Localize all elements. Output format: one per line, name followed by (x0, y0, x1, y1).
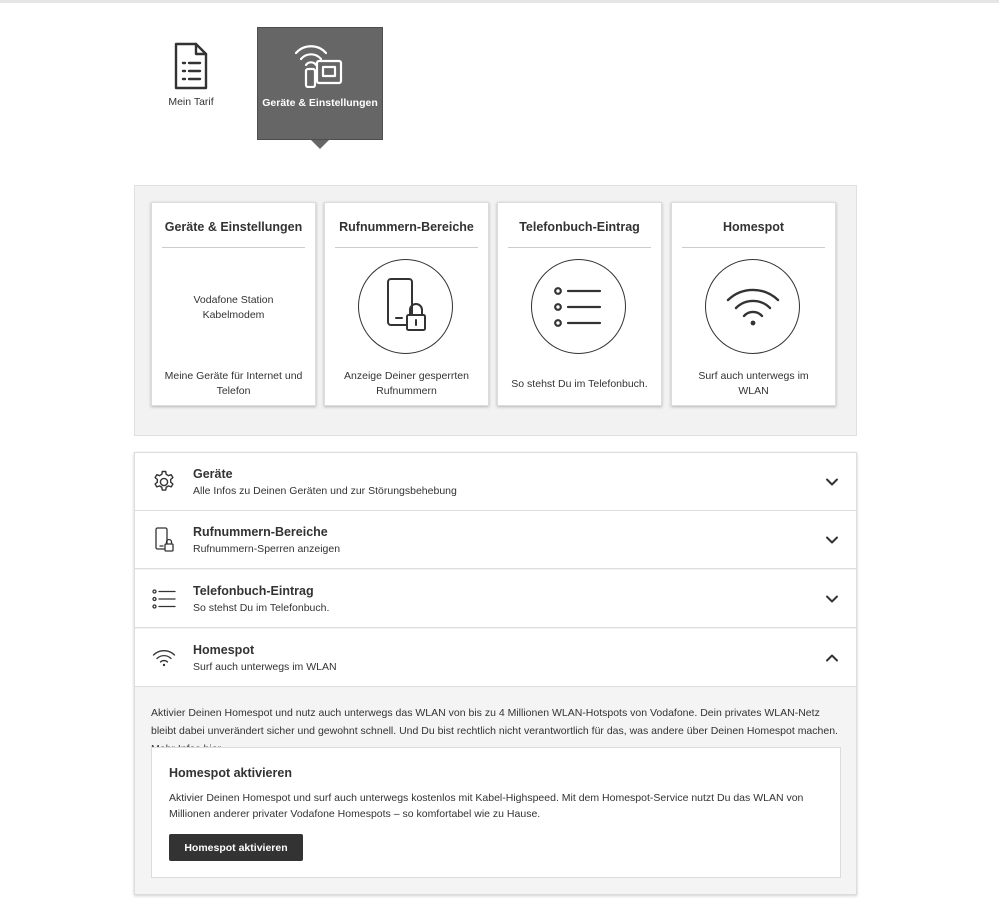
card-description: So stehst Du im Telefonbuch. (511, 377, 648, 390)
device-name: Kabelmodem (202, 309, 265, 321)
card-divider (682, 247, 825, 248)
card-title: Telefonbuch-Eintrag (519, 220, 640, 234)
homespot-activation-box (151, 747, 841, 878)
accordion-item-rufnummern[interactable] (135, 511, 856, 569)
accordion-item-homespot[interactable] (135, 629, 856, 687)
card-divider (508, 247, 651, 248)
card-telefonbuch-eintrag[interactable] (497, 202, 662, 406)
accordion-title: Telefonbuch-Eintrag (193, 584, 314, 598)
active-tab-pointer (311, 140, 329, 149)
tab-mein-tarif[interactable] (128, 27, 254, 140)
device-name: Vodafone Station (193, 294, 274, 306)
chevron-up-icon (824, 650, 840, 666)
tab-geraete-einstellungen[interactable] (257, 27, 383, 140)
wifi-device-icon (258, 42, 382, 92)
wifi-icon (705, 259, 800, 354)
gear-icon (151, 469, 177, 495)
phone-lock-icon (151, 527, 177, 553)
tab-label: Mein Tarif (168, 96, 214, 108)
accordion-item-telefonbuch[interactable] (135, 570, 856, 628)
chevron-down-icon (824, 532, 840, 548)
activate-homespot-button[interactable]: Homespot aktivieren (169, 834, 303, 861)
wifi-icon (151, 645, 177, 671)
card-geraete-einstellungen[interactable] (151, 202, 316, 406)
homespot-box-title: Homespot aktivieren (169, 766, 292, 780)
phone-lock-icon (358, 259, 453, 354)
chevron-down-icon (824, 474, 840, 490)
card-title: Rufnummern-Bereiche (339, 220, 474, 234)
document-list-icon (128, 41, 254, 91)
card-divider (335, 247, 478, 248)
card-rufnummern-bereiche[interactable] (324, 202, 489, 406)
accordion-subtitle: Alle Infos zu Deinen Geräten und zur Störungsbehebung (193, 485, 457, 497)
accordion-title: Rufnummern-Bereiche (193, 525, 328, 539)
accordion-title: Geräte (193, 467, 233, 481)
accordion-subtitle: Surf auch unterwegs im WLAN (193, 661, 337, 673)
card-divider (162, 247, 305, 248)
card-description: Anzeige Deiner gesperrten Rufnummern (344, 370, 469, 397)
card-device-list (162, 293, 305, 323)
accordion-title: Homespot (193, 643, 255, 657)
tab-label: Geräte & Einstellungen (262, 97, 378, 109)
card-title: Homespot (722, 220, 785, 234)
list-icon (531, 259, 626, 354)
settings-accordion (134, 452, 857, 895)
card-title: Geräte & Einstellungen (164, 220, 303, 234)
card-description: Meine Geräte für Internet und Telefon (164, 370, 303, 397)
accordion-item-geraete[interactable] (135, 453, 856, 511)
top-divider (0, 0, 999, 3)
homespot-box-text: Aktivier Deinen Homespot und surf auch unterwegs kostenlos mit Kabel-Highspeed. Mit dem Homespot-Service nutzt Du das WLAN von Millionen anderer privater Vodafone Homespots – so komfortabel wie zu Hause. (169, 792, 804, 820)
card-description: Surf auch unterwegs im WLAN (698, 370, 809, 397)
accordion-subtitle: So stehst Du im Telefonbuch. (193, 602, 330, 614)
accordion-subtitle: Rufnummern-Sperren anzeigen (193, 543, 341, 555)
list-icon (151, 586, 177, 612)
homespot-intro-text: Aktivier Deinen Homespot und nutz auch unterwegs das WLAN von bis zu 4 Millionen WLAN-Hotspots von Vodafone. Dein privates WLAN-Netz bleibt dabei unverändert sicher und gewohnt schnell. Und Du bist rechtlich nicht verantwortlich für das, was andere über Deinen Homespot machen. (151, 707, 838, 737)
card-homespot[interactable] (671, 202, 836, 406)
chevron-down-icon (824, 591, 840, 607)
